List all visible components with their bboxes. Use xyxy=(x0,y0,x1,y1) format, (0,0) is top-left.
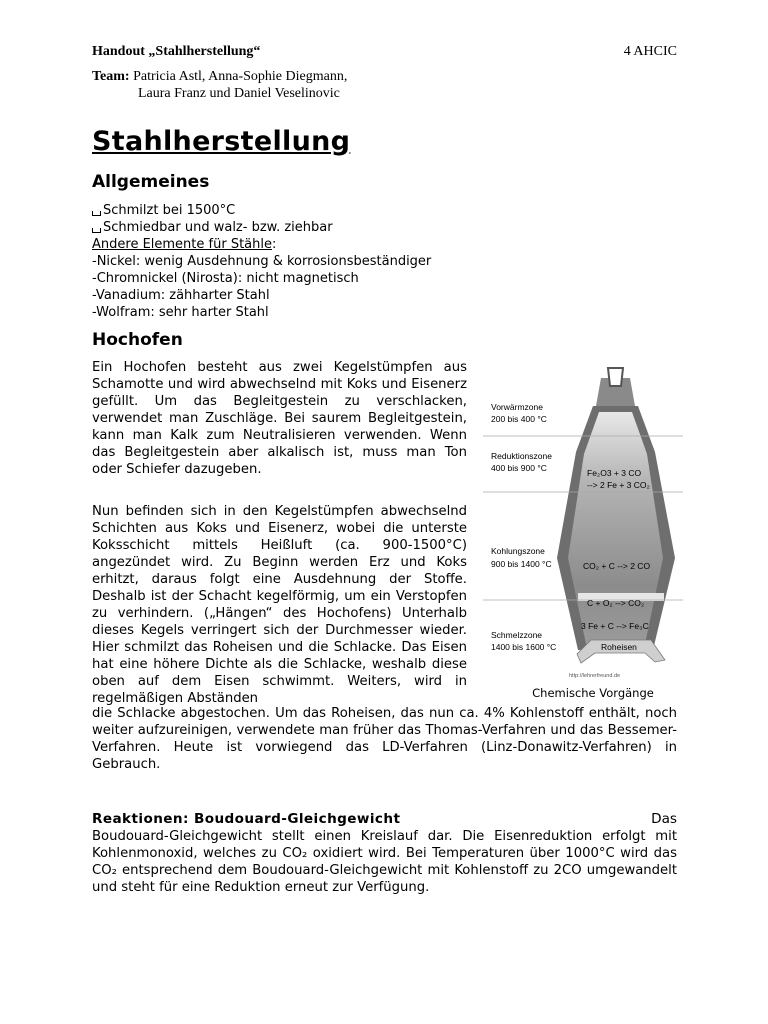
zone-label: Reduktionszone xyxy=(491,451,552,461)
page-title: Stahlherstellung xyxy=(92,126,351,157)
bullet-icon xyxy=(92,211,101,216)
reaction-label: 3 Fe + C --> Fe₃C xyxy=(581,621,649,631)
reaktionen-paragraph: Boudouard-Gleichgewicht stellt einen Kreislauf dar. Die Eisenreduktion erfolgt mit Kohlenmonoxid, welches zu CO₂ oxidiert wird. Bei Temperaturen über 1000°C wird das CO₂ entsprechend dem Boudouard-Gleichgewicht mit Kohlenstoff zu 2CO umgewandelt und steht für eine Reduktion erneut zur Verfügung. xyxy=(92,829,677,895)
list-item: -Nickel: wenig Ausdehnung & korrosionsbeständiger xyxy=(92,254,432,269)
reaktionen-heading-row xyxy=(92,811,677,827)
roheisen-label: Roheisen xyxy=(601,642,637,652)
reaktionen-first-word: Das xyxy=(651,811,677,827)
section-heading-hochofen: Hochofen xyxy=(92,330,183,350)
document-header-title: Handout „Stahlherstellung“ xyxy=(92,44,261,59)
team-label: Team: xyxy=(92,69,130,84)
figure-caption: Chemische Vorgänge xyxy=(532,686,654,700)
hochofen-paragraph-2-continued: die Schlacke abgestochen. Um das Roheisen, das nun ca. 4% Kohlenstoff enthält, noch weiter aufzureinigen, verwendete man früher das Thomas-Verfahren und das Bessemer-Verfahren. Heute ist vorwiegend das LD-Verfahren (Linz-Donawitz-Verfahren) in Gebrauch. xyxy=(92,706,677,772)
zone-temp-label: 900 bis 1400 °C xyxy=(491,559,552,569)
hochofen-paragraph-1: Ein Hochofen besteht aus zwei Kegelstümpfen aus Schamotte und wird abwechselnd mit Koks und Eisenerz gefüllt. Um das Begleitgestein zu verschlacken, verwendet man Zuschläge. Bei saurem Begleitgestein, kann man Kalk zum Neutralisieren verwenden. Wenn das Begleitgestein aber alkalisch ist, muss man Ton oder Schiefer dazugeben. xyxy=(92,360,467,477)
team-block xyxy=(92,68,347,102)
zone-temp-label: 400 bis 900 °C xyxy=(491,463,547,473)
image-credit: http://lehrerfreund.de xyxy=(569,673,621,679)
zone-label: Schmelzzone xyxy=(491,630,543,640)
reaction-label: C + O₂ --> CO₂ xyxy=(587,598,645,608)
section-heading-reaktionen: Reaktionen: Boudouard-Gleichgewicht xyxy=(92,811,401,827)
list-item: Schmilzt bei 1500°C xyxy=(92,202,431,219)
zone-temp-label: 1400 bis 1600 °C xyxy=(491,642,557,652)
reaction-label: Fe₂O3 + 3 CO xyxy=(587,468,642,478)
list-item: -Wolfram: sehr harter Stahl xyxy=(92,305,269,320)
zone-label: Vorwärmzone xyxy=(491,402,543,412)
list-item: -Chromnickel (Nirosta): nicht magnetisch xyxy=(92,271,359,286)
furnace-hopper-shape xyxy=(608,368,623,386)
reaction-label: CO₂ + C --> 2 CO xyxy=(583,561,651,571)
zone-label: Kohlungszone xyxy=(491,546,545,556)
reaction-label: --> 2 Fe + 3 CO₂ xyxy=(587,480,650,490)
hochofen-paragraph-2: Nun befinden sich in den Kegelstümpfen abwechselnd Schichten aus Koks und Eisenerz, wobei die unterste Koksschicht mittels Heißluft (ca. 900-1500°C) angezündet wird. Zu Beginn werden Erz und Koks erhitzt, daraus folgt eine Ausdehnung der Stoffe. Deshalb ist der Schacht kegelförmig, um ein Verstopfen zu verhindern. („Hängen“ des Hochofens) Unterhalb dieses Kegels verringert sich der Durchmesser wieder. Hier schmilzt das Roheisen und die Schlacke. Das Eisen hat eine höhere Dichte als die Schlacke, weshalb diese oben auf dem Eisen schwimmt. Weiters, wird in regelmäßigen Abständen xyxy=(92,504,467,706)
section-heading-allgemeines: Allgemeines xyxy=(92,172,210,192)
team-members-line2: Laura Franz und Daniel Veselinovic xyxy=(138,86,340,101)
blast-furnace-diagram xyxy=(483,350,683,685)
bullet-icon xyxy=(92,228,101,233)
allgemeines-list xyxy=(92,202,431,321)
team-members-line1: Patricia Astl, Anna-Sophie Diegmann, xyxy=(133,69,348,84)
elements-title: Andere Elemente für Stähle: xyxy=(92,237,277,252)
list-item: Schmiedbar und walz- bzw. ziehbar xyxy=(92,219,431,236)
class-label: 4 AHCIC xyxy=(623,44,677,59)
zone-temp-label: 200 bis 400 °C xyxy=(491,414,547,424)
list-item: -Vanadium: zähharter Stahl xyxy=(92,288,270,303)
